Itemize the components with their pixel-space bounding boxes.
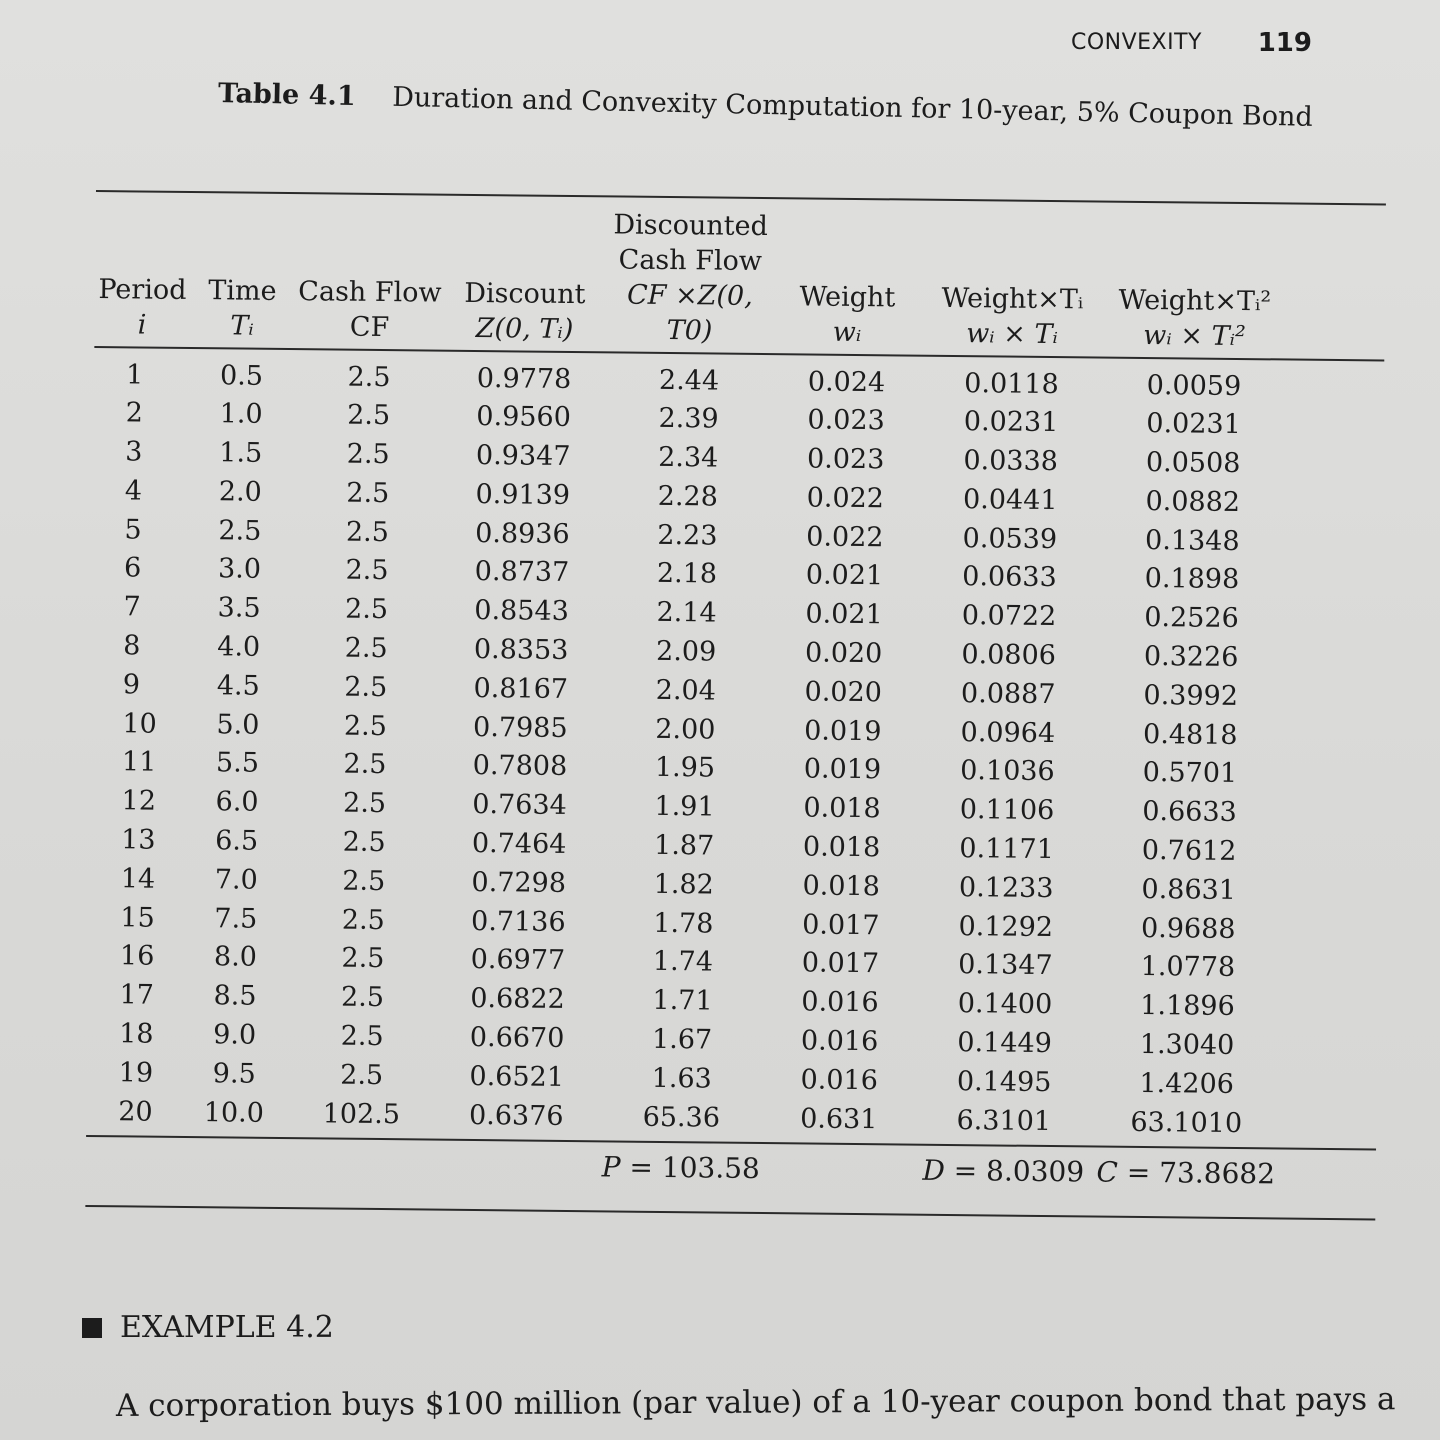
table-cell: 2.5 [342,826,386,859]
column-header-line: Discount [464,277,586,311]
table-cell: 9 [122,669,141,701]
duration-total: D = 8.0309 [922,1153,1085,1189]
table-cell: 0.2526 [1144,602,1239,635]
duration-convexity-table [85,190,1386,1220]
table-cell: 2.5 [340,981,385,1014]
table-cell: 10.0 [203,1096,265,1129]
table-cell: 0.7136 [470,905,566,938]
page-number: 119 [1257,28,1312,58]
column-header-line: Time [208,275,277,307]
table-cell: 0.016 [801,986,879,1019]
table-cell: 0.1171 [959,833,1055,866]
table-cell: 2.5 [345,516,390,548]
table-cell: 2.5 [340,1020,384,1053]
column-header-line: Weight [799,281,896,314]
square-bullet-icon [82,1318,102,1338]
table-cell: 0.1233 [958,871,1054,904]
table-cell: 0.7612 [1141,835,1237,868]
table-cell: 2.23 [657,519,718,552]
table-cell: 7.0 [214,864,258,896]
table-cell: 0.8631 [1141,873,1237,906]
table-cell: 9.0 [213,1019,257,1051]
table-cell: 0.023 [807,404,885,437]
table-cell: 0.017 [801,947,880,980]
table-cell: 0.0118 [964,367,1059,400]
table-cell: 0.1106 [959,794,1055,827]
table-cell: 1.5 [219,437,263,469]
table-cell: 0.0887 [960,677,1056,710]
table-cell: 0.1400 [957,988,1053,1021]
table-cell: 4.0 [217,631,261,663]
table-cell: 0.0964 [960,716,1056,749]
table-cell: 0.0722 [961,600,1057,633]
table-cell: 8.0 [213,941,258,974]
table-cell: 0.6521 [469,1060,565,1093]
table-cell: 3.5 [217,592,261,625]
table-cell: 1.63 [651,1062,712,1095]
table-cell: 1.82 [653,868,714,901]
table-cell: 0.0633 [962,561,1057,594]
column-header-line: Cash Flow [298,276,442,309]
table-cell: 2.09 [655,635,717,668]
price-total: P = 103.58 [601,1150,761,1185]
table-cell: 2.5 [346,438,390,471]
table-final-rule [85,1205,1375,1221]
table-cell: 0.9688 [1140,912,1236,945]
table-cell: 13 [121,824,156,856]
column-header-line: CF ×Z(0, T0) [626,279,753,347]
table-cell: 2.5 [342,865,386,897]
table-cell: 0.1348 [1144,524,1240,557]
table-cell: 2.5 [341,943,385,975]
table-cell: 0.6376 [468,1099,564,1132]
table-cell: 16 [119,940,155,973]
table-cell: 2.04 [655,674,717,707]
table-cell: 5 [124,514,142,546]
table-cell: 5.5 [215,747,260,780]
table-cell: 1.4206 [1139,1067,1235,1100]
table-cell: 0.020 [804,637,883,670]
table-cell: 2.5 [345,555,389,587]
column-header [189,203,295,346]
table-cell: 6 [123,552,142,584]
table-cell: 9.5 [212,1058,256,1090]
table-cell: 63.1010 [1130,1106,1243,1139]
table-cell: 0.022 [806,482,885,515]
table-cell: 3 [125,436,143,468]
table-cell: 0.5701 [1142,757,1238,790]
table-cell: 0.8543 [474,595,570,628]
column-header-line: Cash Flow [618,244,763,277]
table-cell: 2.44 [658,364,720,397]
table-cell: 0.1036 [960,755,1055,788]
table-cell: 19 [118,1057,154,1089]
column-header [294,204,445,348]
table-cell: 0.0059 [1146,369,1242,402]
table-cell: 2.5 [342,787,387,820]
table-cell: 2.34 [658,441,719,474]
table-cell: 0.9139 [475,478,571,511]
table-cell: 0.019 [803,753,882,786]
table-cell: 1.0 [219,398,263,431]
convexity-total: C = 73.8682 [1096,1155,1276,1191]
table-cell: 0.3226 [1143,641,1239,674]
table-cell: 2.5 [341,904,386,936]
example-paragraph: A corporation buys $100 million (par value) of a 10-year coupon bond that pays a [115,1381,1396,1424]
table-body [86,355,1384,1144]
table-cell: 1.3040 [1139,1029,1235,1062]
table-cell: 0.7298 [471,866,567,899]
table-title: Duration and Convexity Computation for 10-year, 5% Coupon Bond [391,81,1314,133]
table-cell: 0.023 [806,443,885,476]
table-cell: 0.022 [806,521,884,553]
column-header-line: wᵢ [832,316,862,349]
table-cell: 0.6977 [470,944,566,977]
table-cell: 1.0778 [1140,951,1236,984]
table-cell: 3.0 [217,553,262,586]
table-cell: 0.017 [802,909,880,941]
table-cell: 0.0508 [1145,447,1241,480]
column-header [94,202,190,345]
table-cell: 1.71 [652,985,713,1017]
table-cell: 2.14 [656,597,717,629]
table-cell: 4.5 [216,670,260,702]
table-cell: 0.8353 [473,634,569,667]
column-header-line: Period [98,274,187,306]
table-cell: 1.67 [651,1023,713,1056]
table-cell: 0.1347 [958,949,1053,982]
table-cell: 2.0 [218,476,262,508]
table-cell: 0.016 [800,1064,879,1097]
table-cell: 0.4818 [1142,718,1238,751]
table-cell: 17 [119,979,155,1011]
column-header-line: wᵢ × Tᵢ² [1143,319,1246,353]
table-cell: 0.0338 [963,445,1059,478]
table-cell: 0.7985 [472,711,568,744]
table-cell: 8 [123,630,141,662]
table-cell: 2.39 [658,403,719,435]
table-cell: 2.5 [347,399,391,432]
table-cell: 0.016 [800,1025,879,1058]
example-heading [82,1310,334,1345]
table-cell: 2.28 [657,480,719,513]
table-cell: 0.9778 [476,362,572,395]
table-cell: 2.5 [343,710,388,742]
column-header-line: Tᵢ [230,310,254,342]
table-cell: 5.0 [216,708,260,741]
table-cell: 2.5 [344,632,388,665]
table-cell: 0.0539 [962,522,1058,555]
table-cell: 0.0441 [962,483,1058,516]
table-cell: 0.9560 [476,401,572,434]
table-cell: 0.0882 [1145,485,1241,518]
table-cell: 0.021 [805,559,884,592]
table-cell: 1.91 [654,791,715,823]
table-cell: 0.1292 [958,910,1054,943]
table-cell: 2.00 [655,713,716,746]
table-cell: 0.0231 [1146,408,1242,441]
column-header-line: wᵢ × Tᵢ [965,318,1059,351]
table-cell: 0.018 [803,792,881,825]
table-cell: 0.8936 [475,517,570,550]
table-cell: 6.5 [215,825,259,857]
table-cell: 8.5 [213,980,257,1012]
table-cell: 6.0 [215,786,259,819]
table-cell: 0.024 [807,365,886,398]
table-cell: 4 [124,475,143,507]
table-cell: 2.5 [346,477,390,509]
table-cell: 1 [125,358,144,391]
column-header [444,206,605,350]
table-cell: 12 [121,785,157,817]
table-cell: 0.5 [219,359,264,392]
table-cell: 0.020 [804,676,883,709]
table-cell: 1.74 [652,946,714,978]
table-cell: 15 [120,901,155,934]
table-cell: 18 [119,1018,154,1050]
table-cell: 0.8737 [474,556,570,589]
table-cell: 11 [121,746,157,779]
table-cell: 2 [125,397,144,429]
example-heading-text: EXAMPLE 4.2 [120,1310,334,1345]
table-cell: 2.18 [656,558,718,591]
table-cell: 1.95 [654,752,716,784]
table-cell: 0.6670 [469,1022,565,1054]
table-cell: 2.5 [344,593,389,626]
table-cell: 0.1898 [1144,563,1240,596]
table-cell: 2.5 [343,749,387,781]
column-header-line: CF [349,311,390,344]
table-cell: 1.78 [653,907,714,940]
table-cell: 0.6633 [1142,796,1237,829]
table-cell: 0.018 [802,831,881,864]
table-cell: 2.5 [340,1059,384,1091]
table-cell: 0.7634 [472,789,567,822]
table-cell: 0.6822 [470,983,565,1016]
table-cell: 7.5 [214,902,258,935]
column-header-line: Discounted [613,209,769,243]
table-cell: 1.1896 [1140,990,1235,1023]
column-header [1104,213,1285,357]
table-header-row [94,202,1385,358]
table-caption [218,78,1313,133]
running-head: CONVEXITY [1070,30,1202,55]
table-cell: 0.0231 [963,406,1059,439]
table-cell: 6.3101 [956,1104,1052,1137]
table-cell: 0.018 [802,870,881,903]
table-cell: 14 [120,863,156,895]
column-header-line: Z(0, Tᵢ) [475,312,574,346]
table-label: Table 4.1 [217,78,357,113]
table-cell: 0.0806 [961,639,1057,672]
table-cell: 2.5 [344,671,388,703]
column-header [919,211,1105,355]
table-cell: 0.631 [799,1103,878,1135]
table-cell: 0.1495 [956,1065,1052,1098]
column-header-line: Weight×Tᵢ² [1118,284,1272,318]
table-cell: 65.36 [642,1101,721,1134]
table-cell: 0.7464 [471,828,567,861]
table-cell: 20 [118,1095,153,1128]
table-cell: 1.87 [653,829,715,862]
column-header-line: Weight×Tᵢ [941,282,1084,316]
table-cell: 0.9347 [475,440,571,473]
table-cell: 2.5 [218,514,262,547]
table-cell: 0.019 [804,715,882,747]
column-header-line: i [137,309,147,341]
table-cell: 2.5 [347,361,391,393]
column-header [604,207,775,351]
table-cell: 0.3992 [1143,679,1239,712]
table-cell: 0.021 [805,598,883,631]
table-cell: 0.1449 [957,1027,1053,1060]
table-cell: 0.7808 [472,750,568,783]
table-cell: 102.5 [322,1098,401,1130]
table-cell: 10 [122,707,157,740]
table-cell: 0.8167 [473,672,569,705]
table-cell: 7 [123,591,141,623]
column-header [774,209,920,353]
